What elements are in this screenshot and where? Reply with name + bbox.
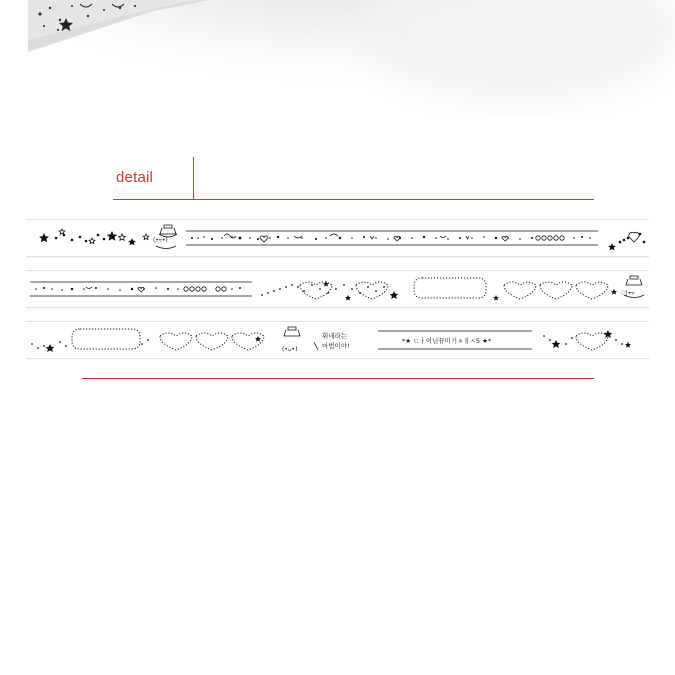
tape-roll-photo: [0, 0, 675, 140]
tape-caption-line2: 마법이야!: [322, 342, 350, 350]
tape-strip-3-pattern: [26, 322, 649, 358]
tape-strip-2-pattern: [26, 271, 649, 307]
tape-strip-1: [26, 219, 649, 257]
detail-heading: detail: [116, 169, 154, 186]
tape-caption-line1: 휘네라는: [322, 332, 348, 340]
tape-banner-text: *★ ㄷㅏ이닌뀨미기ㅊㅐㅅ5 ★*: [402, 337, 492, 345]
tape-strip-1-pattern: [26, 220, 649, 256]
svg-text:(•▿•): (•▿•): [153, 237, 168, 244]
tape-strip-3: [26, 321, 649, 359]
svg-text:♡(•▿: ♡(•▿: [620, 290, 635, 297]
section-bottom-rule: [82, 378, 594, 379]
heading-divider-vertical: [193, 157, 194, 200]
heading-underline: [113, 199, 594, 200]
tape-strip-2: [26, 270, 649, 308]
svg-text:(•ᴗ•): (•ᴗ•): [282, 346, 298, 353]
